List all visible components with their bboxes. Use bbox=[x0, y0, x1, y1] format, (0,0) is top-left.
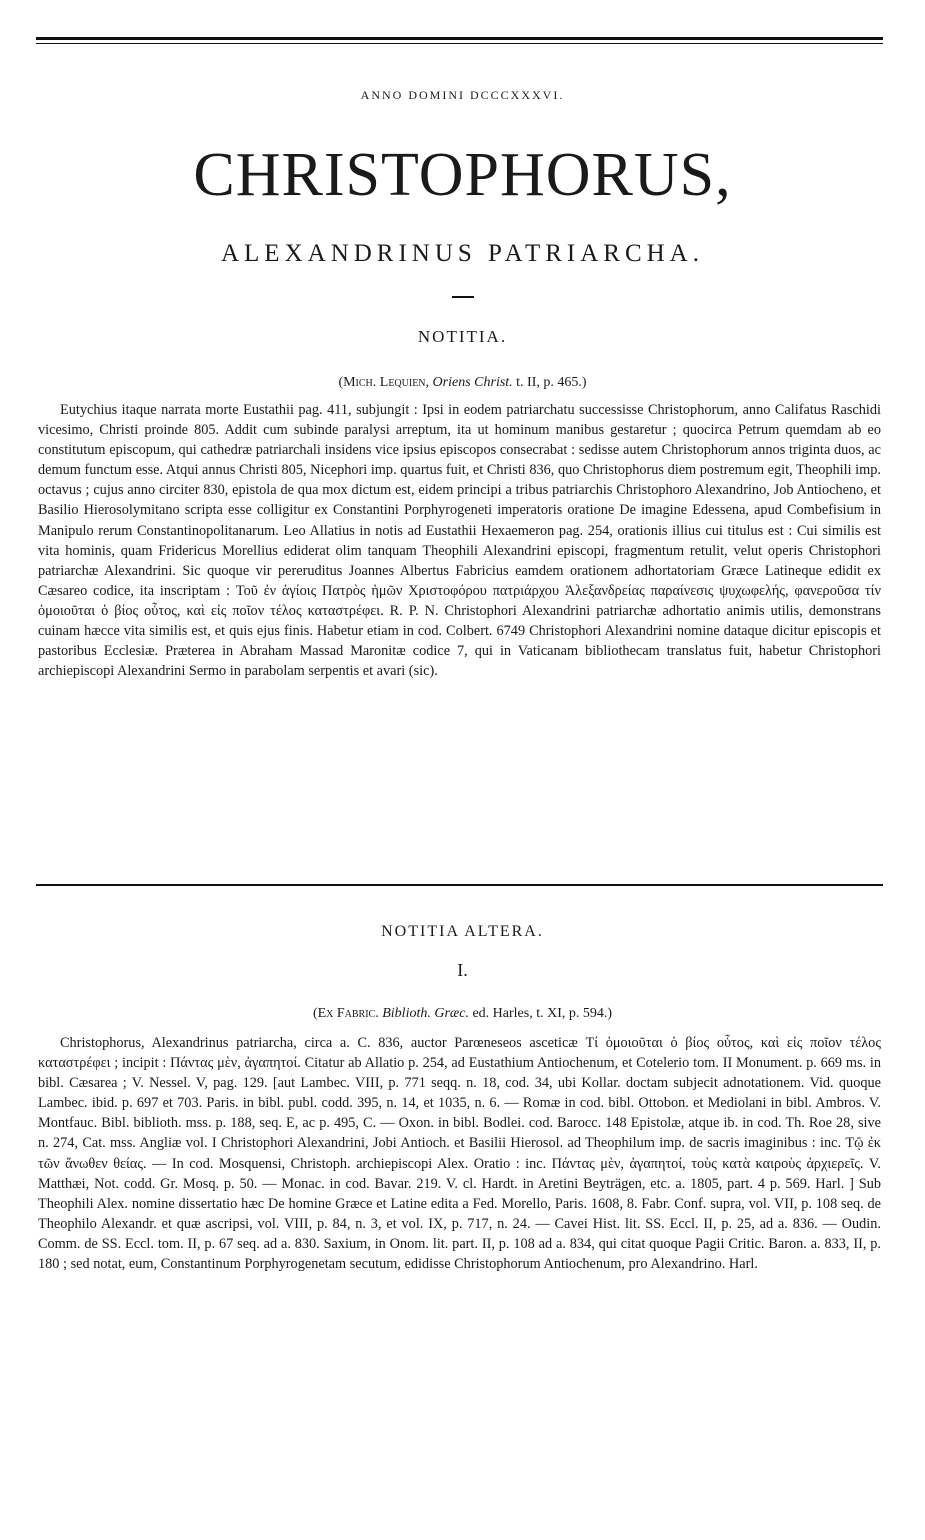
section1-heading: NOTITIA. bbox=[417, 327, 508, 346]
section2-source-work: Biblioth. Græc. bbox=[382, 1006, 469, 1021]
section2-source bbox=[0, 1006, 925, 1022]
section1-source bbox=[0, 375, 925, 391]
section2-heading: NOTITIA ALTERA. bbox=[381, 923, 544, 940]
section-divider bbox=[36, 884, 883, 886]
section1-text: Eutychius itaque narrata morte Eustathii pag. 411, subjungit : Ipsi in eodem patriarchatu successisse Christophorum, anno Califatus Raschidi vicesimo, Christi proinde 805. Addit cum subinde paralysi arreptum, ita ut hominum manibus gestaretur ; quocirca Petrum quemdam ab eo constitutum episcopum, qui cathedræ patriarchali insidens vice ipsius episcopos consecrabat : sedisse autem Christophorum annos triginta duos, ac demum functum esse. Atqui annus Christi 805, Nicephori imp. quartus fuit, et Christi 836, quo Christophorus diem postremum egit, Theophili imp. octavus ; cujus anno circiter 830, epistola de qua mox dictum est, eidem principi a tribus patriarchis Christophoro Alexandrino, Job Antiocheno, et Basilio Hierosolymitano scripta esse colligitur ex Constantini Porphyrogeneti imperatoris oratione De imagine Edessena, apud Combefisium in Manipulo rerum Constantinopolitanarum. Leo Allatius in notis ad Eustathii Hexaemeron pag. 254, orationis illius cui titulus est : Cui similis est vita hominis, quam Fridericus Morellius ediderat olim tanquam Theophili Alexandrini episcopi, fragmentum retulit, velut operis Christophori patriarchæ Alexandrini. Sic quoque vir pereruditus Joannes Albertus Fabricius eamdem orationem adhortatoriam Græce Latineque edidit ex Cæsareo codice, ita inscriptam : Τοῦ ἐν ἁγίοις Πατρὸς ἡμῶν Χριστοφόρου πατριάρχου Ἀλεξανδρείας παραίνεσις ψυχωφελής, φανεροῦσα τίν ὁμοιοῦται ὁ βίος οὗτος, καὶ εἰς ποῖον τέλος καταστρέφει. R. P. N. Christophori Alexandrini patriarchæ adhortatio animis utilis, demonstrans cuinam hæcce vita similis est, et quis ejus finis. Habetur etiam in cod. Colbert. 6749 Christophori Alexandrini nomine dataque dicitur episcopis et pastoribus Ecclesiæ. Præterea in Abraham Massad Maronitæ codice 7, qui in Vaticanam bibliothecam translatus fuit, habetur Christophori archiepiscopi Alexandrini Sermo in parabolam serpentis et avari (sic). bbox=[38, 402, 881, 680]
page-title: CHRISTOPHORUS, bbox=[193, 141, 732, 209]
section2-number: I. bbox=[457, 960, 468, 980]
section1-source-ref: t. II, p. 465.) bbox=[516, 375, 587, 390]
top-rule bbox=[36, 37, 883, 44]
section1-source-work: Oriens Christ. bbox=[432, 375, 513, 390]
section2-source-ref: ed. Harles, t. XI, p. 594.) bbox=[472, 1006, 613, 1021]
page-subtitle: ALEXANDRINUS PATRIARCHA. bbox=[220, 240, 704, 267]
running-head: ANNO DOMINI DCCCXXXVI. bbox=[360, 88, 565, 102]
title-dash bbox=[452, 296, 474, 298]
section2-text: Christophorus, Alexandrinus patriarcha, circa a. C. 836, auctor Parœneseos asceticæ Τί ὁμοιοῦται ὁ βίος οὗτος, καὶ εἰς ποῖον τέλος καταστρέφει ; incipit : Πάντας μὲν, ἀγαπητοί. Citatur ab Allatio p. 254, ad Eustathium Antiochenum, et Cotelerio tom. II Monument. p. 669 ms. in bibl. Cæsarea ; V. Nessel. V, pag. 129. [aut Lambec. VIII, p. 771 seqq. n. 18, cod. 34, ubi Kollar. doctam subjecit adnotationem. Vid. quoque Lambec. ibid. p. 697 et 703. Paris. in bibl. publ. codd. 395, n. 14, et 1035, n. 6. — Romæ in cod. bibl. Ottobon. et Mediolani in bibl. Ambros. V. Montfauc. Bibl. biblioth. mss. p. 188, seq. E, ac p. 495, C. — Oxon. in bibl. Bodlei. cod. Barocc. 148 Epistolæ, atque ib. in cod. Th. Roe 28, sive n. 274, Cat. mss. Angliæ vol. I Christophori Alexandrini, Jobi Antioch. et Basilii Hierosol. ad Theophilum imp. de sacris imaginibus : inc. Τῷ ἐκ τῶν ἄνωθεν θείας. — In cod. Mosquensi, Christoph. archiepiscopi Alex. Oratio : inc. Πάντας μὲν, ἀγαπητοί, τοὺς κατὰ καιροὺς ἀρχιερεῖς. V. Matthæi, Not. codd. Gr. Mosq. p. 50. — Monac. in cod. Bavar. 219. V. cl. Hardt. in Aretini Beyträgen, etc. a. 1805, part. 4 p. 569. Harl. ] Sub Theophili Alex. nomine dissertatio hæc De homine Græce et Latine edita a Fed. Morello, Paris. 1608, 8. Fabr. Conf. supra, vol. VII, p. 108 seq. de Theophilo Alexandr. et quæ ascripsi, vol. VIII, p. 84, n. 3, et vol. IX, p. 717, n. 24. — Cavei Hist. lit. SS. Eccl. II, p. 25, ad a. 836. — Oudin. Comm. de SS. Eccl. tom. II, p. 67 seq. ad a. 830. Saxium, in Onom. lit. part. II, p. 108 ad a. 834, qui citat quoque Pagii Critic. Baron. a. 833, II, p. 180 ; sed notat, eum, Constantinum Porphyrogenetam secutum, edidisse Christophorum Antiochenum, pro Alexandrino. Harl. bbox=[38, 1035, 881, 1273]
section2-paragraph bbox=[38, 1033, 881, 1274]
section1-paragraph bbox=[38, 400, 881, 681]
section1-source-author: (Mich. Lequien, bbox=[338, 375, 430, 390]
section2-source-author: (Ex Fabric. bbox=[312, 1006, 379, 1021]
